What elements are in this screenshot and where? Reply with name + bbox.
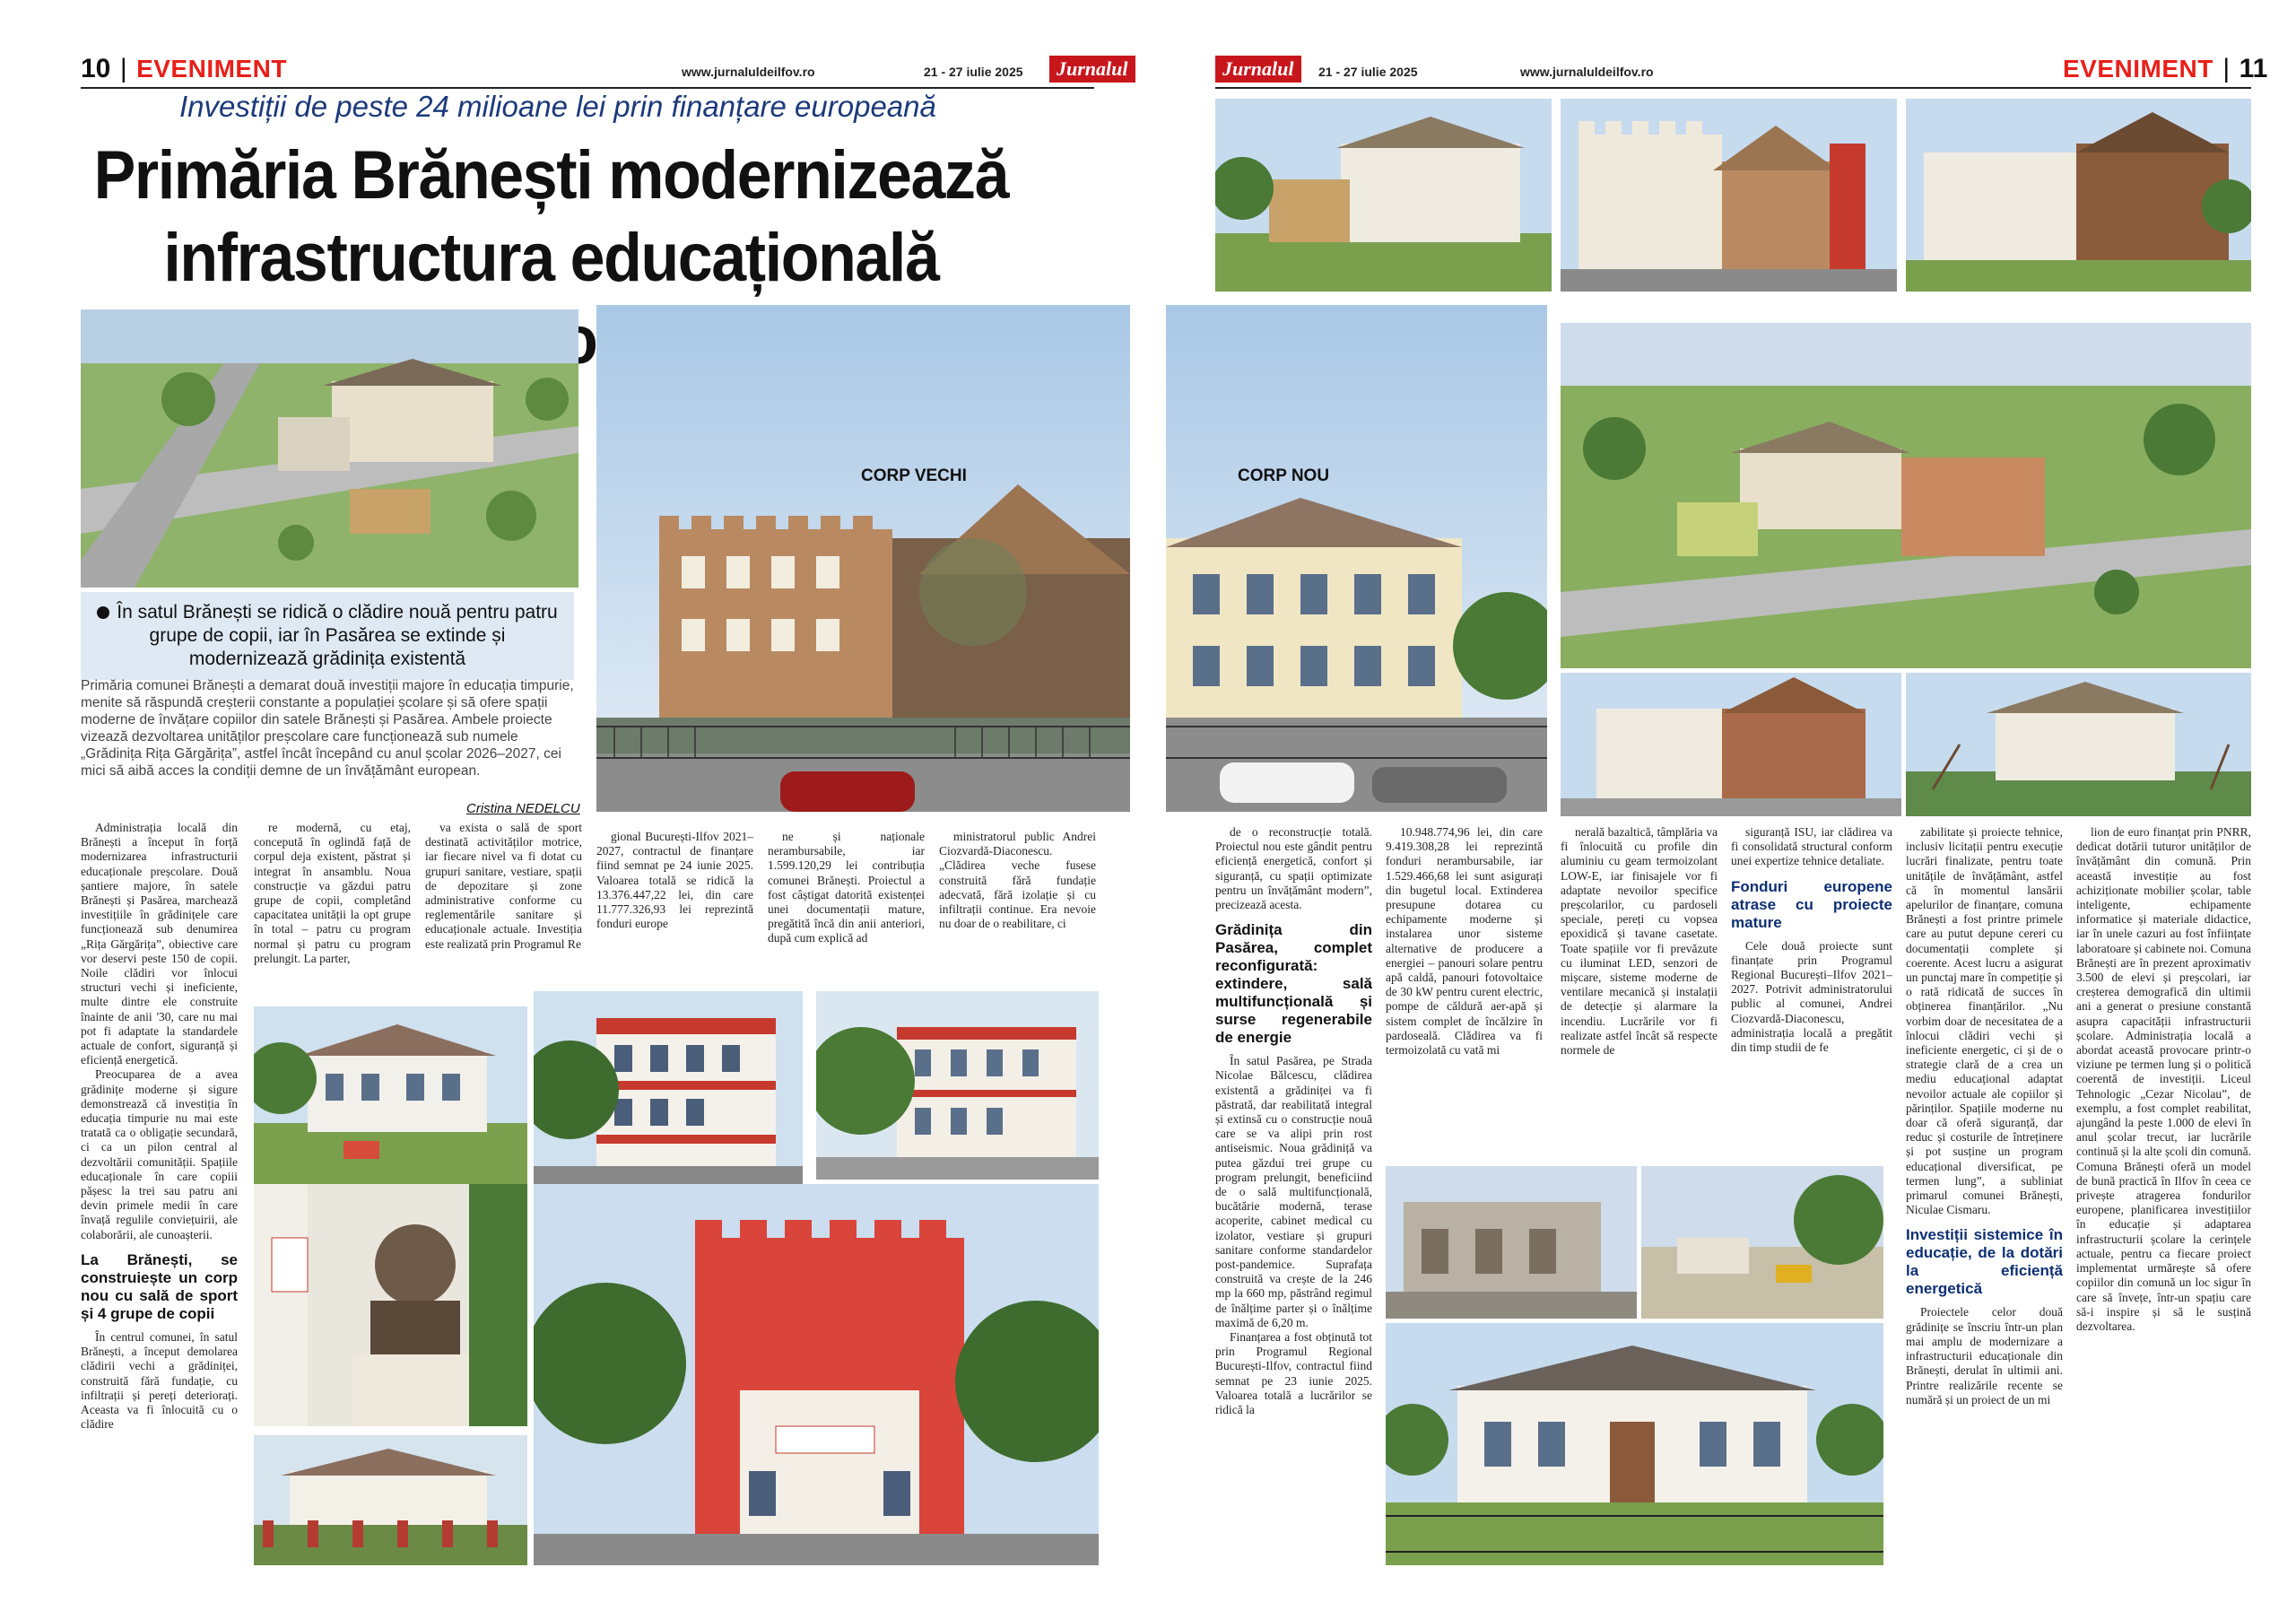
render-top-2 xyxy=(1561,99,1897,292)
photo-demolition-1 xyxy=(1386,1166,1637,1319)
issue-date: 21 - 27 iulie 2025 xyxy=(1318,65,1418,79)
header-left: 10 | EVENIMENT xyxy=(81,54,287,83)
paragraph: În satul Pasărea, pe Strada Nicolae Bălcescu, clădirea existentă a grădiniței va fi păstrată, dar reabilitată integral și extinsă cu o construcție nouă care se va alipi prin rost antiseismic. Noua grădiniță va putea găzdui trei grupe cu program prelungit, beneficiind de o sală multifuncțională, bucătărie modernă, terase acoperite, cabinet medical cu izolator, vestiare și grupuri sanitare conforme standardelor post-pandemice. Suprafața construită va crește de la 246 mp la 660 mp, păstrând regimul de înălțime parter și o înălțime maximă de 6,20 m. xyxy=(1215,1054,1372,1329)
page-number: 11 xyxy=(2239,54,2268,83)
text-column-4 xyxy=(1731,825,1892,1166)
photo-demolition-2 xyxy=(1641,1166,1883,1319)
paragraph: ministratorul public Andrei Ciozvardă-Diaconescu. „Clădirea veche fusese construită fără fundație adecvată, fără izolație și cu infiltrații continue. Era nevoie nu doar de o reabilitare, ci xyxy=(939,830,1096,931)
issue-date: 21 - 27 iulie 2025 xyxy=(924,65,1023,79)
section-title: EVENIMENT xyxy=(136,55,287,83)
byline: Cristina NEDELCU xyxy=(466,801,580,816)
text-column-5 xyxy=(768,821,925,996)
headline: Primăria Brănești modernizează infrastructura educațională xyxy=(93,137,1009,296)
text-column-5 xyxy=(1906,825,2063,1565)
newspaper-logo: Jurnalul xyxy=(1215,56,1301,83)
paragraph: siguranță ISU, iar clădirea va fi consolidată structural conform unei expertize tehnice detaliate. xyxy=(1731,825,1892,868)
paragraph: Finanțarea a fost obținută tot prin Programul Regional București-Ilfov, contractul fiind semnat pe 23 iunie 2025. Valoarea totală a lucrărilor se ridică la xyxy=(1215,1330,1372,1417)
photo-red-building xyxy=(534,991,803,1184)
section-title: EVENIMENT xyxy=(2063,55,2213,83)
text-column-2 xyxy=(254,821,411,996)
photo-old-kindergarten xyxy=(254,1006,527,1186)
text-column-6 xyxy=(939,821,1096,996)
paragraph: Proiectele celor două grădinițe se înscriu într-un plan mai amplu de modernizare a infrastructurii educaționale din Brănești, derulat în ultimii ani. Printre realizările recente se numără și un proiect de un mi xyxy=(1906,1305,2063,1406)
website[interactable]: www.jurnaluldeilfov.ro xyxy=(682,65,815,79)
render-mid-1 xyxy=(1561,673,1901,816)
text-column-3 xyxy=(425,821,582,996)
header-right: EVENIMENT | 11 xyxy=(2063,54,2268,83)
paragraph: nerală bazaltică, tâmplăria va fi înlocuită cu profile din aluminiu cu geam termoizolant LOW-E, iar finisajele vor fi adaptate nevoilor specifice preșcolarilor, cu pardoseli speciale, pereți cu vopsea epoxidică și tavane casetate. Toate spațiile vor fi prevăzute cu iluminat LED, senzori de mișcare, sisteme moderne de ventilare mecanică și instalații de detecție și alarmare la incendiu. Lucrările vor fi realizate astfel încât să respecte normele de xyxy=(1561,825,1718,1058)
paragraph: Cele două proiecte sunt finanțate prin Programul Regional București–Ilfov 2021–2027. Potrivit administratorului public al comunei, Andrei Ciozvardă-Diaconescu, administrația locală a pregătit din timp studii de fe xyxy=(1731,938,1892,1055)
aerial-render-right xyxy=(1561,323,2251,668)
header-rule xyxy=(81,87,1094,89)
hero-render-right xyxy=(1166,305,1547,812)
photo-kindergarten-front xyxy=(534,1184,1099,1565)
render-top-1 xyxy=(1215,99,1552,292)
label-old-building: CORP VECHI xyxy=(861,466,967,485)
photo-side-building xyxy=(816,991,1099,1180)
paragraph: ne și naționale nerambursabile, iar 1.599.120,29 lei contribuția comunei Brănești. Proiectul a fost câștigat datorită existenței unei documentații mature, pregătită încă din anii anteriori, după cum explică ad xyxy=(768,830,925,945)
paragraph: re modernă, cu etaj, concepută în oglindă față de corpul deja existent, păstrat și integrat în ansamblu. Noua construcție va găzdui patru grupe de copii, completând capacitatea unității la opt grupe în total – patru cu program normal și patru cu program prelungit. La parter, xyxy=(254,821,411,965)
paragraph: lion de euro finanțat prin PNRR, dedicat dotării tuturor unităților de învățământ din comună. Prin această investiție au fost achiziționate mobilier școlar, table inteligente, echipamente informatice și materiale didactice, iar în unele cazuri au fost înființate laboratoare și cabinete noi. Comuna Brănești are în prezent aproximativ 3.500 de elevi și preșcolari, iar creșterea demografică din ultimii ani a generat o presiune constantă asupra capacității infrastructurii școlare. Administrația locală a abordat această provocare printr-o viziune pe termen lung și o politică coerentă de investiții. Liceul Tehnologic „Cezar Nicolau”, de exemplu, a fost complet reabilitat, ajungând la peste 1.000 de elevi în anul școlar trecut, iar lucrările continuă și la alte școli din comună. Comuna Brănești oferă un model de bună practică în Ilfov în ceea ce privește atragerea fondurilor europene, planificarea investițiilor în educație și adaptarea infrastructurii școlare la cerințele actuale, pentru ca fiecare proiect implementat urmărește să ofere copiilor din comună un loc sigur în care să învețe, într-un spațiu care să-i inspire și să le susțină dezvoltarea. xyxy=(2076,825,2251,1333)
render-mid-2 xyxy=(1906,673,2251,816)
subheading: La Brănești, se construiește un corp nou cu sală de sport și 4 grupe de copii xyxy=(81,1250,238,1322)
callout-text: În satul Brănești se ridică o clădire nouă pentru patru grupe de copii, iar în Pasărea se extinde și modernizează grădinița existentă xyxy=(117,602,558,669)
text-column-6 xyxy=(2076,825,2251,1565)
paragraph: În centrul comunei, în satul Brănești, a început demolarea clădirii vechi a grădiniței, construită fără fundație, cu infiltrații și pereți deteriorați. Aceasta va fi înlocuită cu o clădire xyxy=(81,1329,238,1432)
paragraph: gional București-Ilfov 2021–2027, contractul de finanțare fiind semnat pe 24 iunie 2025. Valoarea totală se ridică la 13.376.447,22 lei, din care 11.777.326,93 lei reprezintă fonduri europe xyxy=(596,830,753,931)
text-column-1 xyxy=(81,821,238,1565)
render-top-3 xyxy=(1906,99,2251,292)
photo-fence-house xyxy=(254,1435,527,1565)
website[interactable]: www.jurnaluldeilfov.ro xyxy=(1520,65,1654,79)
bullet-icon xyxy=(97,606,109,619)
lead-paragraph: Primăria comunei Brănești a demarat două investiții majore în educația timpurie, menite să răspundă creșterii constante a populației școlare și să ofere spații moderne de învățare copiilor din satele Brănești și Pasărea. Ambele proiecte vizează dezvoltarea unităților preșcolare care funcționează sub numele „Grădinița Rița Gărgărița”, astfel încât începând cu anul școlar 2026–2027, cei mici să aibă acces la condiții demne de un învățământ european. xyxy=(81,678,574,779)
text-column-1 xyxy=(1215,825,1372,1565)
subheading: Fonduri europene atrase cu proiecte mature xyxy=(1731,877,1892,931)
kicker: Investiții de peste 24 milioane lei prin finanțare europeană xyxy=(179,90,936,123)
page-number: 10 xyxy=(81,54,111,83)
photo-bust-statue xyxy=(254,1184,527,1426)
paragraph: zabilitate și proiecte tehnice, inclusiv licitații pentru execuție lucrări finalizate, pentru toate unitățile de învățământ, astfel că în momentul lansării apelurilor de finanțare, comuna Brănești a fost printre primele care au putut depune cereri cu documentații complete și coerente. Acest lucru a asigurat un punctaj mare în competiție și o rată ridicată de succes în obținerea finanțărilor. „Nu vorbim doar de necesitatea de a înlocui clădiri vechi și ineficiente energetic, ci și de o strategie clară de a crea un mediu educațional adaptat nevoilor actuale ale copiilor și părinților. Spațiile moderne nu doar că oferă siguranță, dar reduc și costurile de întreținere și pot susține un program educațional diversificat, pe termen lung”, a subliniat primarul comunei Brănești, Niculae Cismaru. xyxy=(1906,825,2063,1217)
aerial-render-photo xyxy=(81,309,578,588)
render-pasarea-front xyxy=(1386,1323,1883,1565)
paragraph: Preocuparea de a avea grădinițe moderne și sigure demonstrează că investiția în educația timpurie nu mai este tratată ca o obligație secundară, ci ca un pilon central al dezvoltării comunității. Spațiile educaționale în care copiii pășesc la trei sau patru ani devin primele medii în care învață regulile conviețuirii, ale colaborării, ale cunoașterii. xyxy=(81,1067,238,1241)
page-left xyxy=(0,0,1130,1611)
paragraph: va exista o sală de sport destinată activităților motrice, iar fiecare nivel va fi dotat cu grupuri sanitare, vestiare, spații de depozitare și zone administrative conforme cu reglementările sanitare și educaționale actuale. Investiția este realizată prin Programul Re xyxy=(425,821,582,951)
page-right xyxy=(1166,0,2296,1611)
newspaper-logo: Jurnalul xyxy=(1049,56,1135,83)
paragraph: Administrația locală din Brănești a început în forță modernizarea infrastructurii educaționale preșcolare. Două șantiere majore, în satele Brănești și Pasărea, marchează investițiile în grădinițele care funcționează sub denumirea „Rița Gărgărița”, obiective care vor deservi peste 150 de copii. Noile clădiri vor înlocui structuri vechi și ineficiente, multe dintre ele construite înainte de anii '30, care nu mai pot fi adaptate la standardele actuale de confort, siguranță și eficiență energetică. xyxy=(81,821,238,1067)
callout-box xyxy=(81,592,574,680)
subheading: Investiții sistemice în educație, de la dotări la eficiență energetică xyxy=(1906,1226,2063,1298)
paragraph: de o reconstrucție totală. Proiectul nou este gândit pentru eficiență energetică, confort și siguranță, cu spații optimizate pentru un învățământ modern”, precizează acesta. xyxy=(1215,825,1372,912)
paragraph: 10.948.774,96 lei, din care 9.419.308,28 lei reprezintă fonduri nerambursabile, iar 1.529.466,68 lei sunt asigurați din bugetul local. Extinderea presupune dotarea cu echipamente moderne și instalarea unor sisteme alternative de producere a energiei – panouri solare pentru apă caldă, panouri fotovoltaice de 30 kW pentru curent electric, pompe de căldură aer-apă și sistem complet de încălzire în pardoseală. Clădirea va fi termoizolată cu vată mi xyxy=(1386,825,1543,1058)
header-rule xyxy=(1215,87,2251,89)
text-column-4 xyxy=(596,821,753,996)
text-column-3 xyxy=(1561,825,1718,1166)
label-new-building: CORP NOU xyxy=(1238,466,1330,485)
hero-render-left xyxy=(596,305,1130,812)
subheading: Grădinița din Pasărea, complet reconfigurată: extindere, sală multifuncțională și surse regenerabile de energie xyxy=(1215,921,1372,1047)
